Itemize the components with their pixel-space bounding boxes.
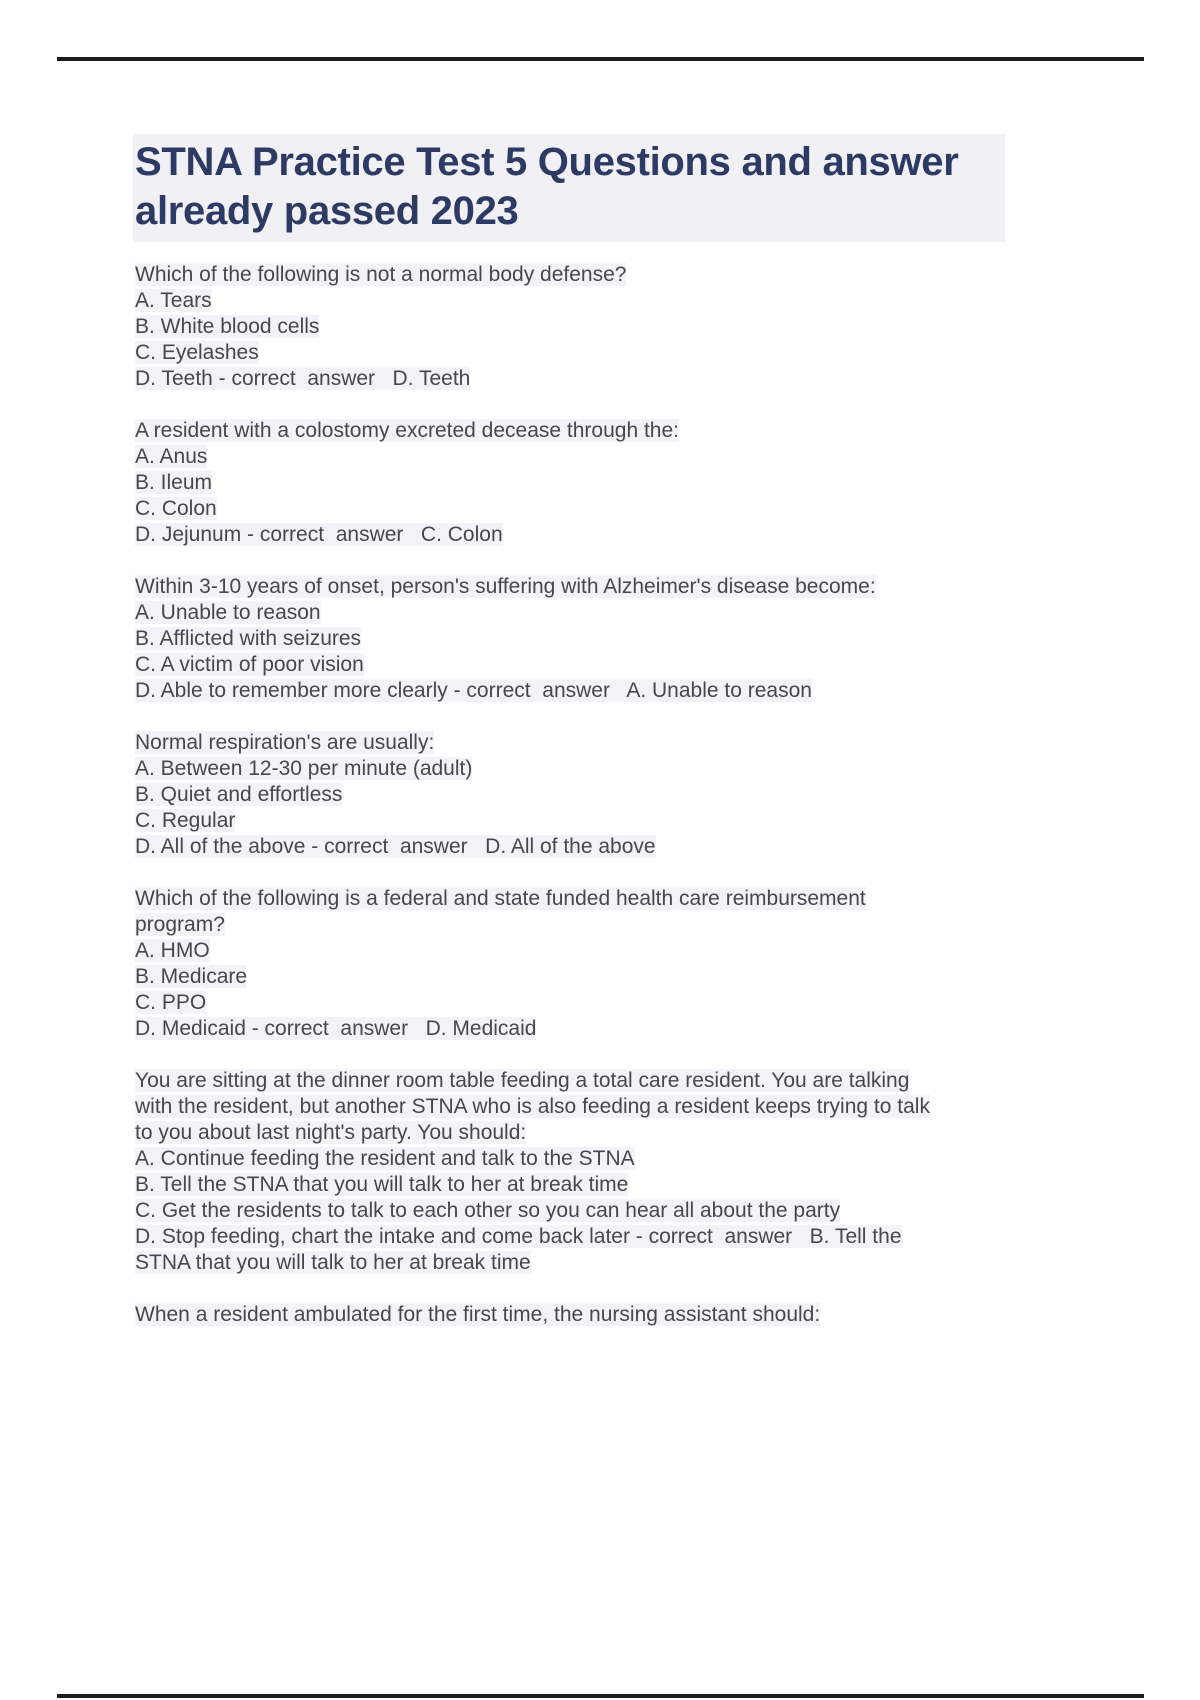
question-line-text: B. Quiet and effortless [135, 783, 343, 806]
question-line-text: D. Able to remember more clearly - correct answer A. Unable to reason [135, 679, 812, 702]
question-line [135, 626, 1120, 652]
question-line-text: D. Jejunum - correct answer C. Colon [135, 523, 503, 546]
question-line [135, 366, 1120, 392]
top-rule-divider [57, 57, 1144, 61]
question-line-text: C. PPO [135, 991, 207, 1014]
question-line [135, 262, 1120, 288]
question-line [135, 1068, 1120, 1094]
question-line [135, 496, 1120, 522]
question-line [135, 938, 1120, 964]
question-line-text: to you about last night's party. You should: [135, 1121, 527, 1144]
question-line-text: C. Get the residents to talk to each other so you can hear all about the party [135, 1199, 841, 1222]
question-line-text: D. All of the above - correct answer D. All of the above [135, 835, 656, 858]
question-line-text: You are sitting at the dinner room table feeding a total care resident. You are talking [135, 1069, 910, 1092]
question-line-text: A resident with a colostomy excreted decease through the: [135, 419, 679, 442]
question-line [135, 1198, 1120, 1224]
question-line-text: program? [135, 913, 225, 936]
question-line-text: Which of the following is a federal and state funded health care reimbursement [135, 887, 866, 910]
question-line-text: C. Regular [135, 809, 236, 832]
question-line-text: B. Afflicted with seizures [135, 627, 362, 650]
question-line-text: with the resident, but another STNA who is also feeding a resident keeps trying to talk [135, 1095, 930, 1118]
question-block [135, 262, 1120, 392]
question-line-text: Which of the following is not a normal body defense? [135, 263, 627, 286]
question-line [135, 1094, 1120, 1120]
question-line [135, 834, 1120, 860]
question-block [135, 418, 1120, 548]
question-line [135, 912, 1120, 938]
question-line-text: A. Between 12-30 per minute (adult) [135, 757, 473, 780]
question-line [135, 782, 1120, 808]
question-line-text: Within 3-10 years of onset, person's suffering with Alzheimer's disease become: [135, 575, 876, 598]
question-line-text: A. Continue feeding the resident and talk to the STNA [135, 1147, 635, 1170]
question-line-text: C. A victim of poor vision [135, 653, 364, 676]
question-line [135, 1302, 1120, 1328]
paragraph-spacer [135, 548, 1120, 574]
question-line [135, 990, 1120, 1016]
question-line [135, 1016, 1120, 1042]
questions-list [135, 262, 1120, 1328]
bottom-rule-divider [57, 1694, 1144, 1698]
question-line [135, 600, 1120, 626]
question-line [135, 314, 1120, 340]
question-block [135, 730, 1120, 860]
question-line-text: B. White blood cells [135, 315, 320, 338]
question-line [135, 756, 1120, 782]
question-line [135, 418, 1120, 444]
question-block [135, 1068, 1120, 1276]
question-line [135, 1120, 1120, 1146]
paragraph-spacer [135, 1042, 1120, 1068]
question-line-text: A. Tears [135, 289, 212, 312]
question-line [135, 652, 1120, 678]
question-block [135, 1302, 1120, 1328]
question-line-text: A. HMO [135, 939, 210, 962]
question-line-text: A. Anus [135, 445, 208, 468]
question-line-text: A. Unable to reason [135, 601, 321, 624]
question-block [135, 886, 1120, 1042]
question-line-text: B. Tell the STNA that you will talk to her at break time [135, 1173, 629, 1196]
question-line [135, 574, 1120, 600]
question-line [135, 522, 1120, 548]
question-line [135, 1172, 1120, 1198]
question-line [135, 808, 1120, 834]
question-line-text: D. Teeth - correct answer D. Teeth [135, 367, 471, 390]
question-line [135, 1224, 1120, 1250]
paragraph-spacer [135, 1276, 1120, 1302]
title-highlight-box [133, 134, 1005, 242]
question-line-text: Normal respiration's are usually: [135, 731, 435, 754]
question-block [135, 574, 1120, 704]
question-line-text: D. Stop feeding, chart the intake and come back later - correct answer B. Tell the [135, 1225, 902, 1248]
question-line-text: B. Ileum [135, 471, 213, 494]
paragraph-spacer [135, 860, 1120, 886]
question-line [135, 470, 1120, 496]
paragraph-spacer [135, 704, 1120, 730]
question-line [135, 730, 1120, 756]
question-line-text: C. Eyelashes [135, 341, 259, 364]
question-line [135, 340, 1120, 366]
question-line-text: When a resident ambulated for the first time, the nursing assistant should: [135, 1303, 821, 1326]
question-line [135, 964, 1120, 990]
question-line [135, 886, 1120, 912]
question-line-text: STNA that you will talk to her at break time [135, 1251, 531, 1274]
question-line [135, 444, 1120, 470]
question-line [135, 678, 1120, 704]
question-line-text: D. Medicaid - correct answer D. Medicaid [135, 1017, 537, 1040]
question-line [135, 1250, 1120, 1276]
question-line [135, 1146, 1120, 1172]
page-title: STNA Practice Test 5 Questions and answer already passed 2023 [135, 140, 959, 233]
question-line [135, 288, 1120, 314]
paragraph-spacer [135, 392, 1120, 418]
question-line-text: B. Medicare [135, 965, 248, 988]
question-line-text: C. Colon [135, 497, 217, 520]
